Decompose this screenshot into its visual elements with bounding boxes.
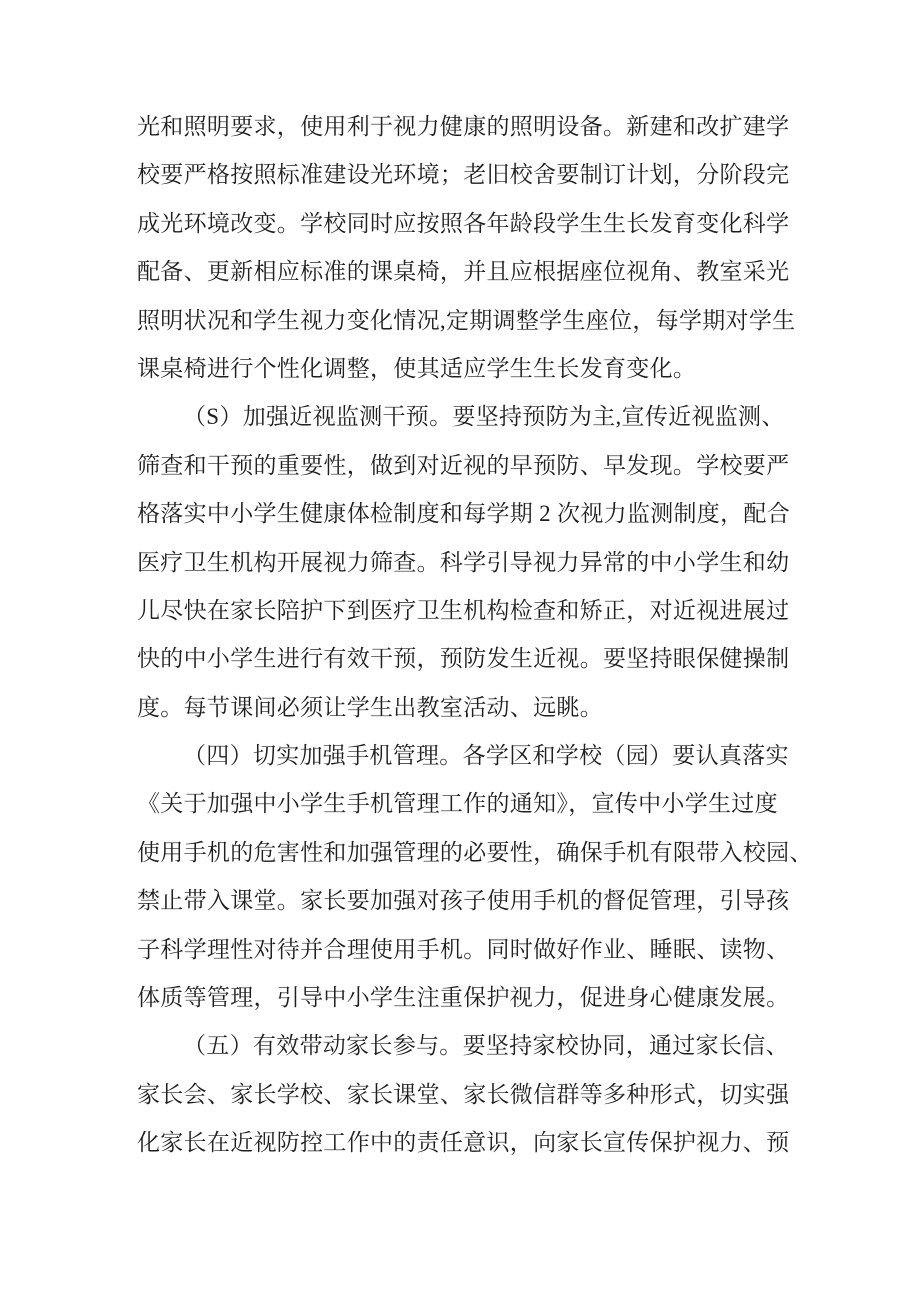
document-body [137,103,813,1168]
text-line: 家长会、家长学校、家长课堂、家长微信群等多种形式，切实强 [137,1081,790,1107]
text-line: 照明状况和学生视力变化情况,定期调整学生座位，每学期对学生 [137,307,796,333]
text-line: 光和照明要求，使用利于视力健康的照明设备。新建和改扩建学 [137,114,790,139]
text-line: 体质等管理，引导中小学生注重保护视力，促进身心健康发展。 [137,985,790,1011]
text-line: 筛查和干预的重要性，做到对近视的早预防、早发现。学校要严 [137,452,790,478]
text-line: 课桌椅进行个性化调整，使其适应学生生长发育变化。 [137,355,697,381]
paragraph [137,103,805,393]
text-line: （四）切实加强手机管理。各学区和学校（园）要认真落实 [183,743,789,769]
text-line: 化家长在近视防控工作中的责任意识，向家长宣传保护视力、预 [137,1130,790,1156]
text-line: 儿尽快在家长陪护下到医疗卫生机构检查和矫正，对近视进展过 [137,597,790,623]
paragraph [137,1022,805,1167]
text-line: 格落实中小学生健康体检制度和每学期 2 次视力监测制度，配合 [137,501,790,527]
text-line: 《关于加强中小学生手机管理工作的通知》，宣传中小学生过度 [137,791,778,817]
paragraph [137,393,805,732]
text-line: 配备、更新相应标准的课桌椅，并且应根据座位视角、教室采光 [137,259,790,285]
text-line: 使用手机的危害性和加强管理的必要性，确保手机有限带入校园、 [137,839,813,865]
text-line: 成光环境改变。学校同时应按照各年龄段学生生长发育变化科学 [137,210,790,236]
text-line: （五）有效带动家长参与。要坚持家校协同，通过家长信、 [183,1033,789,1059]
text-line: 禁止带入课堂。家长要加强对孩子使用手机的督促管理，引导孩 [137,888,790,914]
paragraph [137,732,813,1022]
text-line: 子科学理性对待并合理使用手机。同时做好作业、睡眠、读物、 [137,936,790,962]
text-line: （S）加强近视监测干预。要坚持预防为主,宣传近视监测、 [183,404,785,430]
text-line: 度。每节课间必须让学生出教室活动、远眺。 [137,694,603,720]
text-line: 医疗卫生机构开展视力筛查。科学引导视力异常的中小学生和幼 [137,549,790,575]
text-line: 校要严格按照标准建设光环境；老旧校舍要制订计划，分阶段完 [137,162,790,188]
text-line: 快的中小学生进行有效干预，预防发生近视。要坚持眼保健操制 [137,646,790,672]
